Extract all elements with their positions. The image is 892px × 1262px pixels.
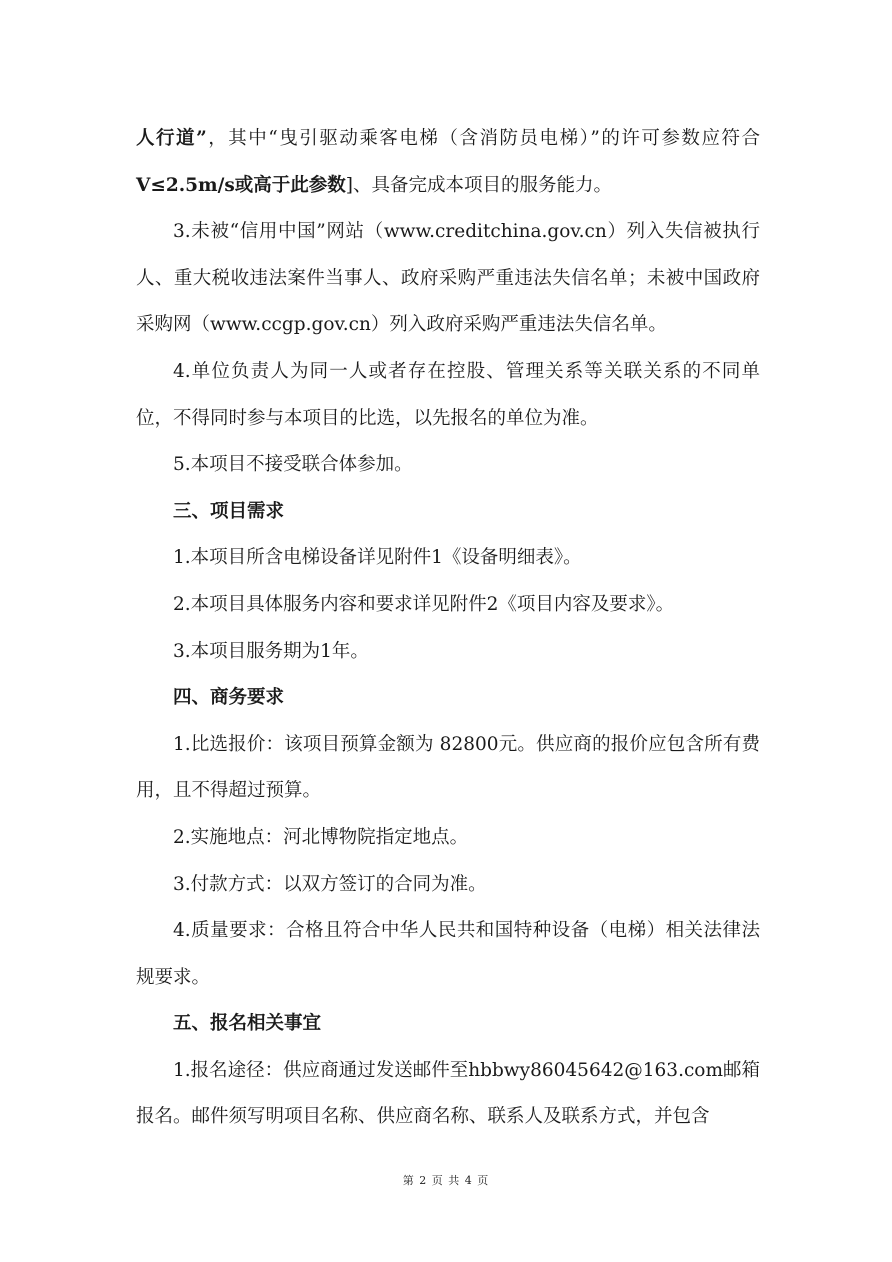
requirement-item-3: 3.本项目服务期为1年。 [173, 640, 369, 662]
requirement-item-2: 2.本项目具体服务内容和要求详见附件2《项目内容及要求》。 [173, 593, 675, 615]
qualification-paragraph-continued [136, 116, 760, 209]
business-item-4: 4.质量要求：合格且符合中华人民共和国特种设备（电梯）相关法律法规要求。 [136, 920, 760, 988]
requirement-item-1: 1.本项目所含电梯设备详见附件1《设备明细表》。 [173, 547, 582, 569]
bold-text: V≤2.5m/s或高于此参数 [136, 174, 346, 196]
document-body [136, 116, 760, 1141]
section-heading-registration: 五、报名相关事宜 [173, 1013, 322, 1035]
registration-item-1: 1.报名途径：供应商通过发送邮件至hbbwy86045642@163.com邮箱报名。邮件须写明项目名称、供应商名称、联系人及联系方式，并包含 [136, 1059, 760, 1128]
business-item-3: 3.付款方式：以双方签订的合同为准。 [173, 873, 487, 895]
paragraph-text: ]、具备完成本项目的服务能力。 [345, 174, 613, 196]
business-item-2: 2.实施地点：河北博物院指定地点。 [173, 826, 469, 848]
paragraph-text: ，其中“曳引驱动乘客电梯（含消防员电梯）”的许可参数应符合 [206, 128, 760, 149]
section-heading-project-requirements: 三、项目需求 [173, 500, 285, 522]
page-number-footer: 第 2 页 共 4 页 [402, 1174, 490, 1187]
qualification-item-3: 3.未被“信用中国”网站（www.creditchina.gov.cn）列入失信被执行人、重大税收违法案件当事人、政府采购严重违法失信名单；未被中国政府采购网（www.ccgp.gov.cn）列入政府采购严重违法失信名单。 [136, 221, 760, 336]
bold-text: 人行道” [136, 128, 207, 149]
section-heading-business-requirements: 四、商务要求 [173, 687, 285, 709]
qualification-item-4: 4.单位负责人为同一人或者存在控股、管理关系等关联关系的不同单位，不得同时参与本项目的比选，以先报名的单位为准。 [136, 360, 760, 429]
business-item-1: 1.比选报价：该项目预算金额为 82800元。供应商的报价应包含所有费用，且不得超过预算。 [136, 733, 760, 802]
qualification-item-5: 5.本项目不接受联合体参加。 [173, 454, 413, 476]
